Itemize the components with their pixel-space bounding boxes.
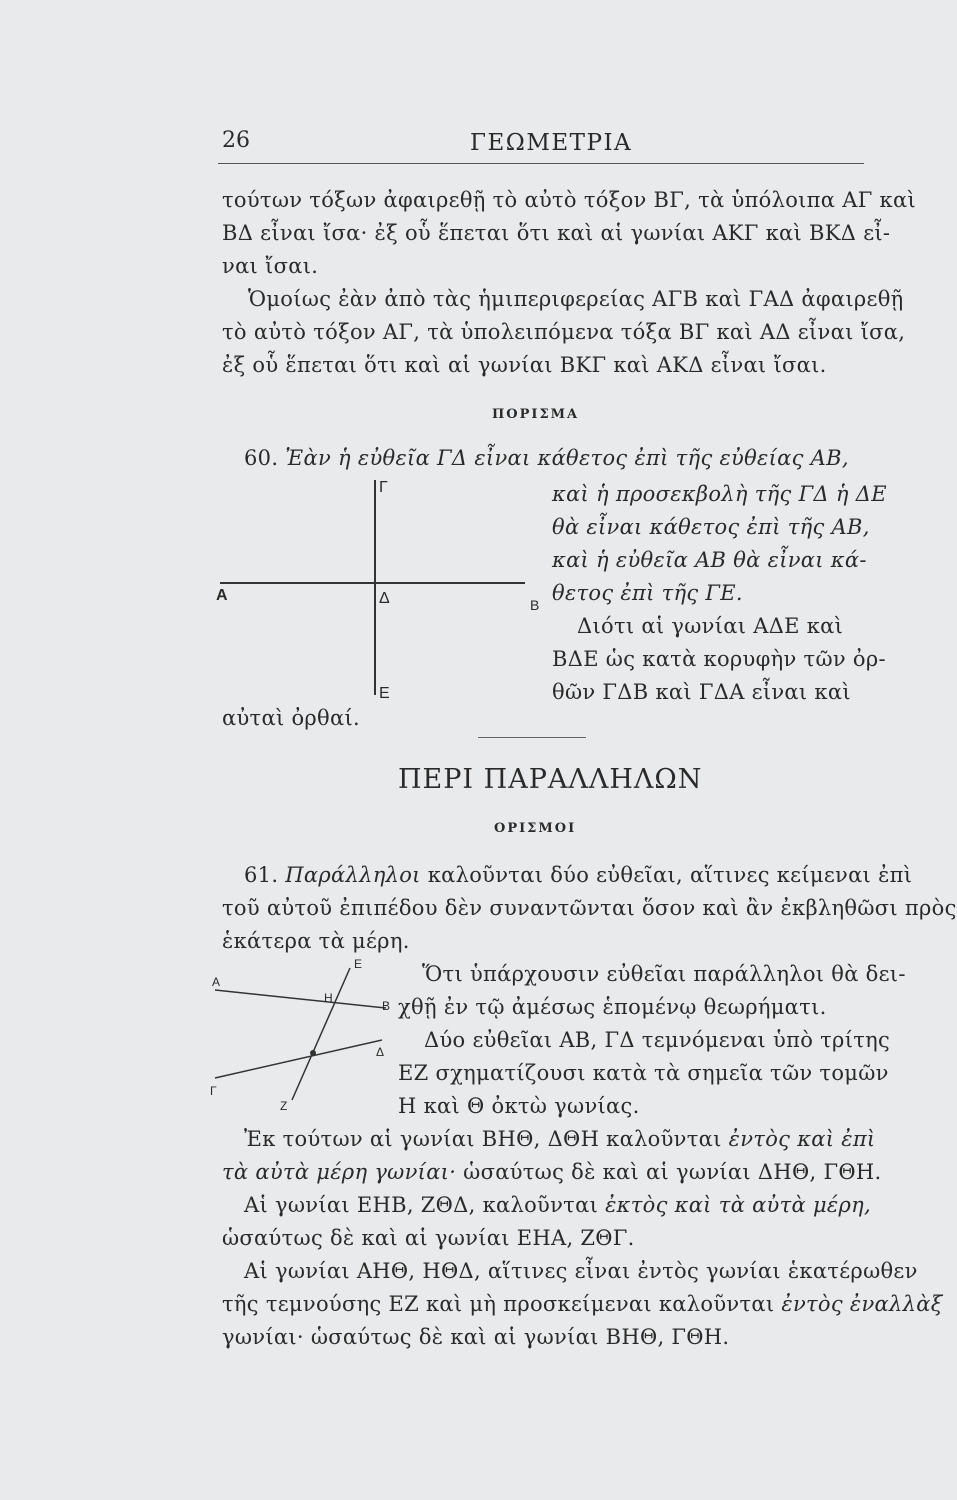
s61-right-1: Ὅτι ὑπάρχουσιν εὐθεῖαι παράλληλοι θὰ δει- [422, 962, 906, 986]
s61-first-line-rest: καλοῦνται δύο εὐθεῖαι, αἵτινες κείμεναι ἐπὶ [427, 863, 913, 887]
after-line-2-c: ὡσαύτως δὲ καὶ αἱ γωνίαι ΔΗΘ, ΓΘΗ. [456, 1160, 882, 1184]
label-d: Δ [379, 590, 390, 607]
running-title: ΓΕΩΜΕΤΡΙΑ [470, 130, 633, 156]
after-line-3-b: ἐκτὸς καὶ τὰ αὐτὰ μέρη, [605, 1193, 872, 1217]
porisma-heading: ΠΟΡΙΣΜΑ [492, 407, 580, 422]
label-e: Ε [379, 685, 390, 702]
line-ez [292, 968, 350, 1100]
after-line-7-a: γωνίαι· [222, 1325, 304, 1349]
s61-first-line [244, 863, 912, 887]
header-rule [218, 163, 864, 164]
s60-number: 60. [244, 446, 279, 470]
after-line-7 [222, 1325, 729, 1349]
s60-first-line-text: Ἐὰν ἡ εὐθεῖα ΓΔ εἶναι κάθετος ἐπὶ τῆς εὐθείας ΑΒ, [285, 446, 849, 470]
after-line-1 [244, 1127, 875, 1151]
s60-line-2: θὰ εἶναι κάθετος ἐπὶ τῆς ΑΒ, [552, 515, 870, 539]
after-line-2-b: τὰ αὐτὰ μέρη γωνίαι· [222, 1160, 457, 1184]
s60-proof-3: θῶν ΓΔΒ καὶ ΓΔΑ εἶναι καὶ [552, 680, 851, 704]
s61-line-1: τοῦ αὐτοῦ ἐπιπέδου δὲν συναντῶνται ὅσον καὶ ἂν ἐκβληθῶσι πρὸς [222, 896, 957, 920]
s61-right-3: Δύο εὐθεῖαι ΑΒ, ΓΔ τεμνόμεναι ὑπὸ τρίτης [424, 1028, 891, 1052]
point-theta [310, 1050, 316, 1056]
s61-right-4: ΕΖ σχηματίζουσι κατὰ τὰ σημεῖα τῶν τομῶν [398, 1061, 889, 1085]
para2-line-2: τὸ αὐτὸ τόξον ΑΓ, τὰ ὑπολειπόμενα τόξα ΒΓ καὶ ΑΔ εἶναι ἴσα, [222, 320, 906, 344]
para2-line-1: Ὁμοίως ἐὰν ἀπὸ τὰς ἡμιπεριφερείας ΑΓΒ καὶ ΓΑΔ ἀφαιρεθῇ [248, 287, 904, 311]
s60-line-4: θετος ἐπὶ τῆς ΓΕ. [552, 581, 743, 605]
label-a: Α [216, 587, 228, 604]
s61-right-2: χθῇ ἐν τῷ ἀμέσως ἑπομένῳ θεωρήματι. [398, 995, 827, 1019]
s61-line-2: ἑκάτερα τὰ μέρη. [222, 929, 410, 953]
after-line-1-b: ἐντὸς καὶ ἐπὶ [728, 1127, 876, 1151]
s60-last-line: αὐταὶ ὀρθαί. [222, 706, 360, 730]
label-b: Β [382, 999, 391, 1013]
perpendicular-figure [200, 470, 560, 720]
para1-line-2: ΒΔ εἶναι ἴσα· ἐξ οὗ ἕπεται ὅτι καὶ αἱ γωνίαι ΑΚΓ καὶ ΒΚΔ εἶ- [222, 221, 891, 245]
section-divider [478, 737, 586, 738]
after-line-5: Αἱ γωνίαι ΑΗΘ, ΗΘΔ, αἵτινες εἶναι ἐντὸς γωνίαι ἑκατέρωθεν [244, 1259, 918, 1283]
after-line-6-a: τῆς τεμνούσης ΕΖ καὶ μὴ προσκείμεναι καλοῦνται [222, 1292, 782, 1316]
s60-line-3: καὶ ἡ εὐθεῖα ΑΒ θὰ εἶναι κά- [552, 548, 867, 572]
s60-proof-2: ΒΔΕ ὡς κατὰ κορυφὴν τῶν ὀρ- [552, 647, 886, 671]
after-line-6 [222, 1292, 943, 1316]
label-g: Γ [379, 479, 388, 496]
line-ab [215, 990, 386, 1008]
after-line-1-a: Ἐκ τούτων αἱ γωνίαι ΒΗΘ, ΔΘΗ καλοῦνται [244, 1127, 729, 1151]
label-g: Γ [210, 1084, 217, 1098]
page-number: 26 [222, 128, 250, 153]
s61-right-5: Η καὶ Θ ὀκτὼ γωνίας. [398, 1094, 640, 1118]
section-title: ΠΕΡΙ ΠΑΡΑΛΛΗΛΩΝ [398, 764, 703, 795]
transversal-figure [200, 950, 400, 1120]
label-h: Η [324, 991, 333, 1005]
after-line-2 [222, 1160, 881, 1184]
s60-proof-1: Διότι αἱ γωνίαι ΑΔΕ καὶ [577, 614, 844, 638]
after-line-3-a: Αἱ γωνίαι ΕΗΒ, ΖΘΔ, καλοῦνται [244, 1193, 606, 1217]
after-line-7-c: ὡσαύτως δὲ καὶ αἱ γωνίαι ΒΗΘ, ΓΘΗ. [303, 1325, 730, 1349]
para1-line-1: τούτων τόξων ἀφαιρεθῇ τὸ αὐτὸ τόξον ΒΓ, τὰ ὑπόλοιπα ΑΓ καὶ [222, 188, 916, 212]
label-z: Ζ [280, 1099, 288, 1113]
para2-line-3: ἐξ οὗ ἕπεται ὅτι καὶ αἱ γωνίαι ΒΚΓ καὶ ΑΚΔ εἶναι ἴσαι. [222, 353, 827, 377]
after-line-6-b: ἐντὸς ἐναλλὰξ [781, 1292, 943, 1316]
label-d: Δ [376, 1045, 385, 1059]
para1-line-3: ναι ἴσαι. [222, 254, 319, 278]
label-e: Ε [354, 957, 363, 971]
label-b: Β [530, 597, 540, 613]
s60-line-1: καὶ ἡ προσεκβολὴ τῆς ΓΔ ἡ ΔΕ [552, 482, 887, 506]
line-gd [215, 1040, 385, 1078]
s61-term: Παράλληλοι [285, 863, 421, 887]
s60-first-line [244, 446, 849, 470]
s61-number: 61. [244, 863, 279, 887]
orismoi-heading: ΟΡΙΣΜΟΙ [494, 821, 577, 836]
label-a: Α [212, 975, 221, 989]
after-line-3 [244, 1193, 871, 1217]
after-line-4: ὡσαύτως δὲ καὶ αἱ γωνίαι ΕΗΑ, ΖΘΓ. [222, 1226, 635, 1250]
